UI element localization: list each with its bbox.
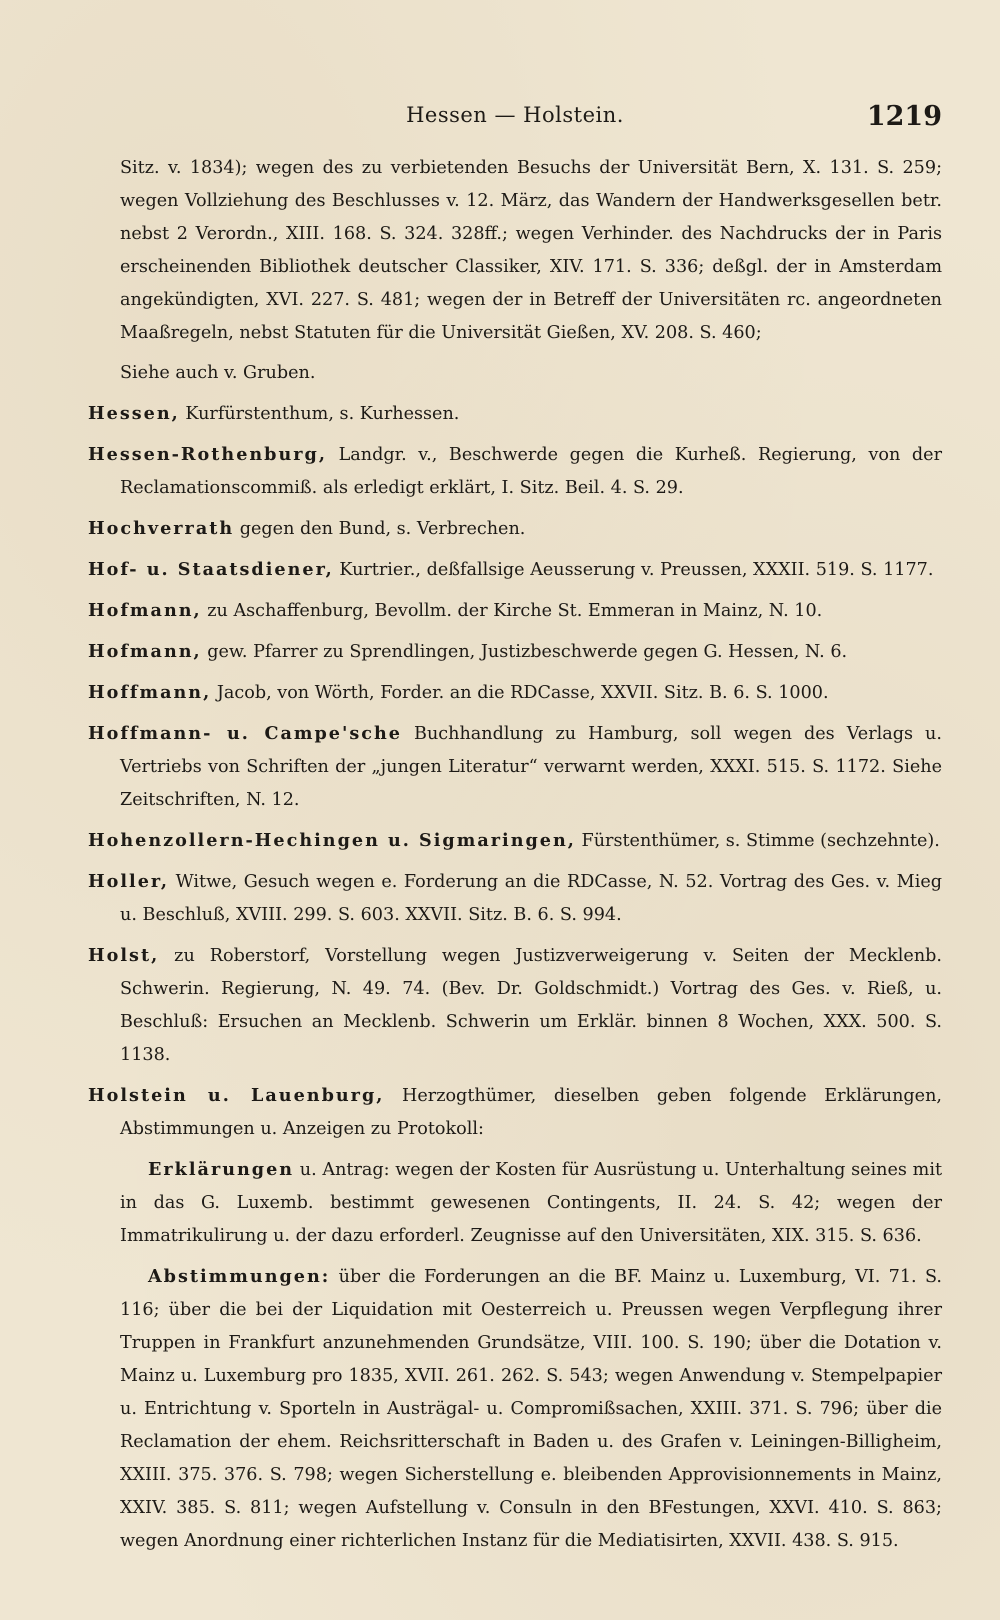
entry-head: Hof- u. Staatsdiener, [88,559,334,580]
index-entry [88,865,942,932]
entry-head: Hessen-Rothenburg, [88,444,327,465]
entry-text: u. Antrag: wegen der Kosten für Ausrüstung u. Unterhaltung seines mit in das G. Luxemb. bestimmt gewesenen Contingents, II. 24. S. 42; wegen der Immatrikulirung u. der dazu erforderl. Zeugnisse auf den Universitäten, XIX. 315. S. 636. [120,1160,943,1246]
entry-text: Landgr. v., Beschwerde gegen die Kurheß. Regierung, von der Reclamationscommiß. als erledigt erklärt, I. Sitz. Beil. 4. S. 29. [120,445,943,498]
index-entry-see-also [88,357,942,390]
entry-text: gegen den Bund, s. Verbrechen. [239,519,526,539]
page-header [88,103,942,143]
entry-head: Holler, [88,871,170,892]
entry-head: Hohenzollern-Hechingen u. Sigmaringen, [88,830,576,851]
page-number: 1219 [866,101,942,132]
entry-head: Hoffmann, [88,682,212,703]
index-entry [88,939,942,1072]
entry-text: über die Forderungen an die BF. Mainz u. Luxemburg, VI. 71. S. 116; über die bei der Liquidation mit Oesterreich u. Preussen wegen Verpflegung ihrer Truppen in Frankfurt anzunehmenden Grundsätze, VIII. 100. S. 190; über die Dotation v. Mainz u. Luxemburg pro 1835, XVII. 261. 262. S. 543; wegen Anwendung v. Stempelpapier u. Entrichtung v. Sporteln in Austrägal- u. Compromißsachen, XXIII. 371. S. 796; über die Reclamation der ehem. Reichsritterschaft in Baden u. des Grafen v. Leiningen-Billigheim, XXIII. 375. 376. S. 798; wegen Sicherstellung e. bleibenden Approvisionnements in Mainz, XXIV. 385. S. 811; wegen Aufstellung v. Consuln in den BFestungen, XXVI. 410. S. 863; wegen Anordnung einer richterlichen Instanz für die Mediatisirten, XXVII. 438. S. 915. [120,1267,942,1551]
entry-text: Fürstenthümer, s. Stimme (sechzehnte). [581,831,940,851]
entry-text: Kurtrier., deßfallsige Aeusserung v. Preussen, XXXII. 519. S. 1177. [339,560,934,580]
entry-head: Holst, [88,945,160,966]
entry-text: Herzogthümer, dieselben geben folgende Erklärungen, Abstimmungen u. Anzeigen zu Protokoll: [120,1086,942,1139]
entry-text: Witwe, Gesuch wegen e. Forderung an die RDCasse, N. 52. Vortrag des Ges. v. Mieg u. Beschluß, XVIII. 299. S. 603. XXVII. Sitz. B. 6. S. 994. [120,872,943,925]
entry-head: Hochverrath [88,518,235,539]
entry-text: zu Aschaffenburg, Bevollm. der Kirche St. Emmeran in Mainz, N. 10. [207,601,823,621]
index-entry [88,438,942,505]
subentry-head: Erklärungen [148,1159,295,1180]
index-entry [88,512,942,546]
subentry-head: Abstimmungen: [148,1266,331,1287]
entry-text: Buchhandlung zu Hamburg, soll wegen des Verlags u. Vertriebs von Schriften der „jungen Literatur“ verwarnt werden, XXXI. 515. S. 1172. Siehe Zeitschriften, N. 12. [120,724,942,810]
entry-text: gew. Pfarrer zu Sprendlingen, Justizbeschwerde gegen G. Hessen, N. 6. [207,642,848,662]
entry-text: zu Roberstorf, Vorstellung wegen Justizverweigerung v. Seiten der Mecklenb. Schwerin. Regierung, N. 49. 74. (Bev. Dr. Goldschmidt.) Vortrag des Ges. v. Rieß, u. Beschluß: Ersuchen an Mecklenb. Schwerin um Erklär. binnen 8 Wochen, XXX. 500. S. 1138. [120,946,943,1065]
entry-head: Hoffmann- u. Campe'sche [88,723,402,744]
index-entry [88,635,942,669]
entry-text: Kurfürstenthum, s. Kurhessen. [185,404,460,424]
entry-text: Siehe auch v. Gruben. [120,363,316,383]
entry-head: Holstein u. Lauenburg, [88,1085,385,1106]
entry-head: Hofmann, [88,641,202,662]
index-entry [88,594,942,628]
index-entry [88,676,942,710]
index-entry [88,553,942,587]
entry-text: Sitz. v. 1834); wegen des zu verbietenden Besuchs der Universität Bern, X. 131. S. 259; wegen Vollziehung des Beschlusses v. 12. März, das Wandern der Handwerksgesellen betr. nebst 2 Verordn., XIII. 168. S. 324. 328ff.; wegen Verhinder. des Nachdrucks der in Paris erscheinenden Bibliothek deutscher Classiker, XIV. 171. S. 336; deßgl. der in Amsterdam angekündigten, XVI. 227. S. 481; wegen der in Betreff der Universitäten rc. angeordneten Maaßregeln, nebst Statuten für die Universität Gießen, XV. 208. S. 460; [120,158,942,343]
index-subentry [88,1153,942,1253]
entry-head: Hofmann, [88,600,202,621]
index-entry [88,397,942,431]
entry-text: Jacob, von Wörth, Forder. an die RDCasse, XXVII. Sitz. B. 6. S. 1000. [216,683,829,703]
index-body [88,152,942,1565]
index-entry-continuation [88,152,942,350]
index-entry [88,824,942,858]
entry-head: Hessen, [88,403,180,424]
running-head: Hessen — Holstein. [406,103,624,127]
index-subentry [88,1260,942,1558]
index-entry [88,717,942,817]
index-entry [88,1079,942,1146]
